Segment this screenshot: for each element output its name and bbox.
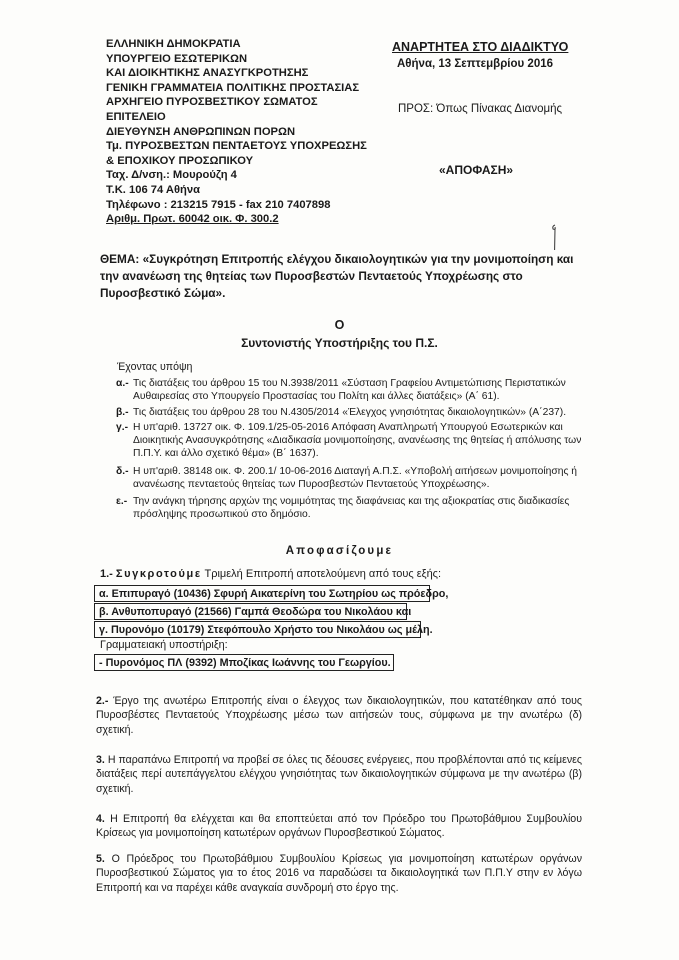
paragraph-number: 2.- <box>96 695 109 707</box>
point1-number: 1.- <box>100 568 113 580</box>
paragraph <box>96 694 582 737</box>
header-line: ΥΠΟΥΡΓΕΙΟ ΕΣΩΤΕΡΙΚΩΝ <box>106 52 248 65</box>
item-text: Την ανάγκη τήρησης αρχών της νομιμότητας της διαφάνειας και της αξιοκρατίας στις διαδικασίες πρόσληψης προσωπικού στο δημόσιο. <box>133 496 570 521</box>
item-text: Η υπ'αριθ. 38148 οικ. Φ. 200.1/ 10-06-2016 Διαταγή Α.Π.Σ. «Υποβολή αιτήσεων μονιμοποίησης ή ανανέωσης πενταετούς θητείας των Πυροσβεστών Πενταετούς Υποχρέωσης». <box>133 466 578 491</box>
paragraph-text: Έργο της ανωτέρω Επιτροπής είναι ο έλεγχος των δικαιολογητικών, που κατατέθηκαν από τους Πυροσβέστες Πενταετούς Υποχρέωσης μέσω των αιτήσεών τους, σύμφωνα με την ανωτέρω (δ) σχετική. <box>96 695 582 736</box>
paragraph-number: 4. <box>96 813 105 825</box>
document-type: «ΑΠΟΦΑΣΗ» <box>439 163 514 177</box>
committee-member-row: β. Ανθυποπυραγό (21566) Γαμπά Θεοδώρα του Νικολάου και <box>94 603 407 620</box>
considering-intro: Έχοντας υπόψη <box>117 361 193 373</box>
issuer-title: Συντονιστής Υποστήριξης του Π.Σ. <box>241 336 438 350</box>
considering-item <box>116 377 586 403</box>
header-line: Τηλέφωνο : 213215 7915 - fax 210 7407898 <box>106 198 331 211</box>
paragraph <box>96 852 582 895</box>
header-line: ΚΑΙ ΔΙΟΙΚΗΤΙΚΗΣ ΑΝΑΣΥΓΚΡΟΤΗΣΗΣ <box>106 67 309 80</box>
header-line: Τμ. ΠΥΡΟΣΒΕΣΤΩΝ ΠΕΝΤΑΕΤΟΥΣ ΥΠΟΧΡΕΩΣΗΣ <box>106 140 367 153</box>
committee-member-row: α. Επιπυραγό (10436) Σφυρή Αικατερίνη του Σωτηρίου ως πρόεδρο, <box>94 585 430 602</box>
pen-mark <box>551 223 559 251</box>
item-label: β.- <box>116 407 129 418</box>
considering-item <box>116 465 586 491</box>
issuer-header <box>106 37 406 227</box>
header-line: ΑΡΧΗΓΕΙΟ ΠΥΡΟΣΒΕΣΤΙΚΟΥ ΣΩΜΑΤΟΣ <box>106 96 318 109</box>
paragraph-text: Ο Πρόεδρος του Πρωτοβάθμιου Συμβουλίου Κρίσεως για μονιμοποίηση κατωτέρων οργάνων Πυροσβεστικού Σώματος για το έτος 2016 να παραδώσει τα δικαιολογητικά των Π.Π.Υ στην εν λόγω Επιτροπή και να παρέχει κάθε αναγκαία συνδρομή στο έργο της. <box>96 853 582 894</box>
post-online-notice: ΑΝΑΡΤΗΤΕΑ ΣΤΟ ΔΙΑΔΙΚΤΥΟ <box>392 40 569 54</box>
header-line: Ταχ. Δ/νση.: Μουρούζη 4 <box>106 169 237 182</box>
header-line: Τ.Κ. 106 74 Αθήνα <box>106 183 200 196</box>
header-line: ΔΙΕΥΘΥΝΣΗ ΑΝΘΡΩΠΙΝΩΝ ΠΟΡΩΝ <box>106 125 296 138</box>
header-line: ΓΕΝΙΚΗ ΓΡΑΜΜΑΤΕΙΑ ΠΟΛΙΤΙΚΗΣ ΠΡΟΣΤΑΣΙΑΣ <box>106 81 360 94</box>
item-text: Τις διατάξεις του άρθρου 28 του Ν.4305/2014 «Έλεγχος γνησιότητας δικαιολογητικών» (Α΄237). <box>133 407 567 418</box>
point1-verb: Συγκροτούμε <box>115 568 202 580</box>
item-label: ε.- <box>116 496 128 507</box>
secretary-row: - Πυρονόμος ΠΛ (9392) Μποζίκας Ιωάννης του Γεωργίου. <box>94 654 394 671</box>
protocol-number: Αριθμ. Πρωτ. 60042 οικ. Φ. 300.2 <box>106 213 279 226</box>
paragraph <box>96 812 582 841</box>
recipients-line: ΠΡΟΣ: Όπως Πίνακας Διανομής <box>398 103 563 115</box>
paragraph-number: 5. <box>96 853 105 865</box>
item-text: Η υπ'αριθ. 13727 οικ. Φ. 109.1/25-05-2016 Απόφαση Αναπληρωτή Υπουργού Εσωτερικών και Διοικητικής Ανασυγκρότησης «Διαδικασία μονιμοποίησης, ανανέωσης της θητείας ή απόλυσης των Π.Π.Υ. και άλλο σχετικό θέμα» (Β΄ 1637). <box>133 422 582 460</box>
point1-text: Τριμελή Επιτροπή αποτελούμενη από τους εξής: <box>204 568 442 580</box>
paragraph-text: Η παραπάνω Επιτροπή να προβεί σε όλες τις δέουσες ενέργειες, που προβλέπονται από τις κείμενες διατάξεις περί αυτεπάγγελτου ελέγχου γνησιότητας των δικαιολογητικών σύμφωνα με την ανωτέρω (β) σχετική. <box>96 754 582 795</box>
decide-heading: Αποφασίζουμε <box>285 545 394 557</box>
document-date: Αθήνα, 13 Σεπτεμβρίου 2016 <box>397 58 554 70</box>
header-line: & ΕΠΟΧΙΚΟΥ ΠΡΟΣΩΠΙΚΟΥ <box>106 154 254 167</box>
secretary-label: Γραμματειακή υποστήριξη: <box>100 639 228 651</box>
paragraph-number: 3. <box>96 754 105 766</box>
item-text: Τις διατάξεις του άρθρου 15 του Ν.3938/2011 «Σύσταση Γραφείου Αντιμετώπισης Περιστατικών Αυθαιρεσίας στο Υπουργείο Προστασίας του Πολίτη και άλλες διατάξεις» (Α΄ 61). <box>133 378 566 403</box>
item-label: α.- <box>116 378 129 389</box>
point1-intro <box>100 568 441 580</box>
paragraph-text: Η Επιτροπή θα ελέγχεται και θα εποπτεύεται από τον Πρόεδρο του Πρωτοβάθμιου Συμβουλίου Κρίσεως για μονιμοποίηση κατωτέρων οργάνων Πυροσβεστικού Σώματος. <box>96 813 582 840</box>
issuer-article: Ο <box>334 318 345 332</box>
subject-line: ΘΕΜΑ: «Συγκρότηση Επιτροπής ελέγχου δικαιολογητικών για την μονιμοποίηση και την ανανέωση της θητείας των Πυροσβεστών Πενταετούς Υποχρέωσης στο Πυροσβεστικό Σώμα». <box>100 252 574 300</box>
paragraph <box>96 753 582 796</box>
considering-item <box>116 406 586 419</box>
header-line: ΕΠΙΤΕΛΕΙΟ <box>106 110 166 123</box>
item-label: γ.- <box>116 422 129 433</box>
header-line: ΕΛΛΗΝΙΚΗ ΔΗΜΟΚΡΑΤΙΑ <box>106 38 241 50</box>
considering-item <box>116 495 586 521</box>
item-label: δ.- <box>116 466 129 477</box>
committee-member-row: γ. Πυρονόμο (10179) Στεφόπουλο Χρήστο του Νικολάου ως μέλη. <box>94 621 421 638</box>
considering-item <box>116 421 586 461</box>
